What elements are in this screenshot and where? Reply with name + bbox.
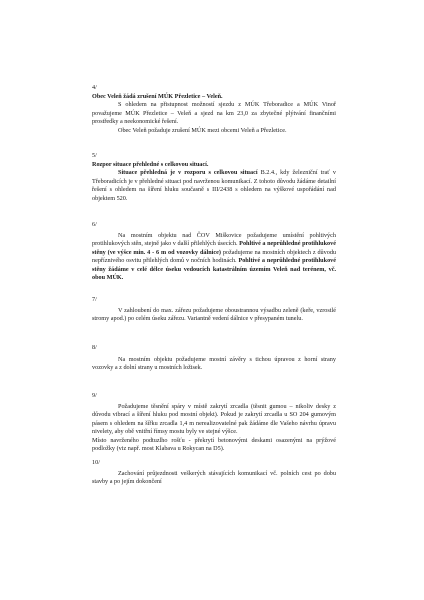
section-6-text-2: požadujeme na mostních objektech z důvodu nepříznivého osvitu přilehlých domů v nočních hodinách. [92,248,337,265]
section-9-number: 9/ [92,392,97,399]
section-7-paragraph: V zahloubení do max. zářezu požadujeme oboustrannou výsadbu zeleně (keře, vzrostlé stromy apod.) po celém úseku zářezu. Variantně vedení dálnice v přesypaném tunelu. [92,307,336,323]
section-7-number: 7/ [92,296,97,303]
section-10-paragraph: Zachování průjezdnosti veškerých stávajících komunikací vč. polních cest po dobu stavby a po jejím dokončení [92,470,336,486]
section-6 [92,232,336,282]
section-6-bold-1: Pohltivé a neprůhledné protihlukové stěny (ve výšce min. 4 - 6 m od vozovky dálnice) [92,240,336,256]
section-9-paragraph-1: Požadujeme těsnění spáry v místě zakrytí zrcadla (těsnit gumou – nikoliv desky z důvodu vibrací a šíření hluku pod mostní objekt). Pokud je zakrytí zrcadla u SO 204 gumovým pásem s ohledem na šířku zrcadla 1,4 m nerealizovatelné pak žádáme dle Vašeho návrhu úpravu nivelety, aby obě vnitřní římsy mostu byly ve stejné výšce. [92,403,336,436]
section-5-number: 5/ [92,152,97,159]
section-4-paragraph-1: S ohledem na přistupnost možností sjezdu z MÚK Třeboradice a MÚK Vinoř považujeme MÚK Přezletice – Veleň a sjezd na km 23,0 za zbytečné plýtvání finančními prostředky a neekonomické řešení. [92,101,336,126]
section-4-title: Obec Veleň žádá zrušení MÚK Přezletice – Veleň. [92,93,223,100]
section-4 [92,93,336,135]
section-9 [92,403,336,453]
section-4-number: 4/ [92,84,97,91]
section-5-title: Rozpor situace přehledné s celkovou situací. [92,161,209,168]
section-10-number: 10/ [92,459,100,466]
section-6-paragraph [92,232,336,282]
section-8 [92,356,336,373]
section-6-text-1: Na mostním objektu nad ČOV Miškovice požadujeme umístění pohltivých protihlukových stěn, stejně jako v další přilehlých úsecích. [92,232,336,248]
section-9-paragraph-2: Místo navrženého podtuzlho rošťu - překrytí betonovými deskami osazenými na prýžové podložky (viz např. most Klabava u Rokycan na D5). [92,436,336,453]
section-6-number: 6/ [92,221,97,228]
section-6-bold-2: Pohltivé a neprůhledné protihlukové stěny žádáme v celé délce úseku vedoucích katastrálním územím Veleň nad terénem, vč. obou MÚK. [92,257,336,282]
section-5-paragraph [92,169,336,203]
section-5-bold-text: Situace přehledná je v rozporu s celkovou situací [118,169,258,177]
section-4-paragraph-2: Obec Veleň požaduje zrušení MÚK mezi obcemi Veleň a Přezletice. [118,126,287,134]
section-5 [92,161,336,203]
section-8-paragraph: Na mostním objektu požadujeme mostní závěry s tichou úpravou z horní strany vozovky a z dolní strany u mostních ložisek. [92,356,336,372]
section-8-number: 8/ [92,344,97,351]
section-5-text: B.2.4., kdy železniční trať v Třeboradicích je v přehledné situaci pod navrženou komunikací. Z tohoto důvodu žádáme detailní řešení s ohledem na šíření hluku současně s III/2438 s ohledem na výškové uspořádání nad objektem 520. [92,169,336,202]
section-10 [92,470,336,487]
section-7 [92,307,336,324]
